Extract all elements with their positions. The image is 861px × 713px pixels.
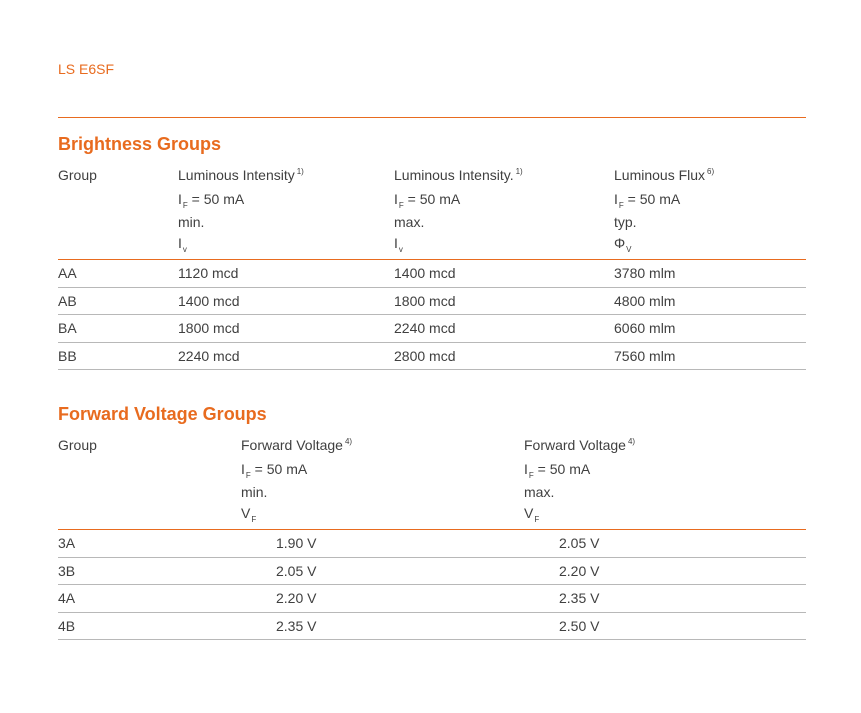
table-row: 4B 2.35 V 2.50 V	[58, 612, 806, 640]
header-flux-typ: Luminous Flux $^{6)}$ $I_F = 50$ mA typ. $\Phi_V$	[614, 167, 715, 254]
forward-header-row	[58, 435, 806, 530]
brightness-groups-title: Brightness Groups	[58, 134, 222, 154]
header-intensity-max: Luminous Intensity. $^{1)}$ $I_F = 50$ mA max. $I_v$	[394, 167, 523, 254]
table-row: AB 1400 mcd 1800 mcd 4800 mlm	[58, 287, 806, 315]
header-voltage-min: Forward Voltage $^{4)}$ $I_F = 50$ mA min. $V_F$	[241, 437, 353, 524]
table-row: 4A 2.20 V 2.35 V	[58, 585, 806, 613]
header-divider	[58, 117, 806, 118]
header-intensity-min: Luminous Intensity $^{1)}$ $I_F = 50$ mA min. $I_v$	[178, 167, 304, 254]
brightness-header-row	[58, 165, 806, 260]
forward-voltage-groups-title: Forward Voltage Groups	[58, 404, 267, 424]
table-row: AA 1120 mcd 1400 mcd 3780 mlm	[58, 260, 806, 288]
brightness-table	[58, 165, 806, 370]
table-row: BB 2240 mcd 2800 mcd 7560 mlm	[58, 342, 806, 370]
table-row: 3B 2.05 V 2.20 V	[58, 557, 806, 585]
header-voltage-max: Forward Voltage $^{4)}$ $I_F = 50$ mA max. $V_F$	[524, 437, 636, 524]
table-row: BA 1800 mcd 2240 mcd 6060 mlm	[58, 315, 806, 343]
header-group: Group	[58, 167, 97, 183]
product-name: LS E6SF	[58, 61, 115, 77]
forward-voltage-table	[58, 435, 806, 640]
table-row: 3A 1.90 V 2.05 V	[58, 530, 806, 558]
header-group: Group	[58, 437, 97, 453]
